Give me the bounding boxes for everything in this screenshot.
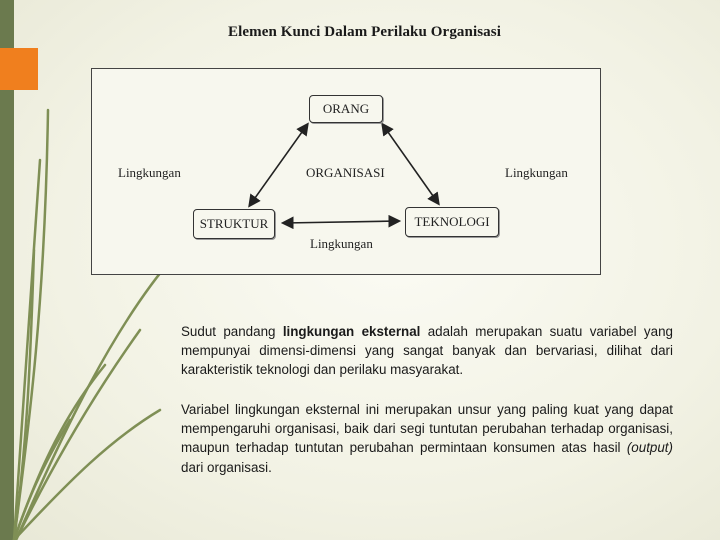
- paragraph-external-environment: [181, 322, 673, 380]
- center-label-organisasi: ORGANISASI: [306, 165, 385, 180]
- paragraph2-before: Variabel lingkungan eksternal ini merupakan unsur yang paling kuat yang dapat mempengaruhi organisasi, baik dari segi tuntutan perubahan terhadap organisasi, maupun terhadap tuntutan perubahan permintaan konsumen atas hasil: [181, 402, 673, 456]
- environment-label-right: Lingkungan: [505, 165, 568, 180]
- slide-title: Elemen Kunci Dalam Perilaku Organisasi: [228, 24, 501, 40]
- node-teknologi: TEKNOLOGI: [405, 207, 499, 237]
- arrow-struktur-teknologi: [284, 221, 398, 223]
- diagram-frame: [91, 68, 601, 275]
- paragraph-environment-variable: [181, 400, 673, 477]
- environment-label-left: Lingkungan: [118, 165, 181, 180]
- node-struktur: STRUKTUR: [193, 209, 275, 239]
- orange-accent-tab: [0, 48, 38, 90]
- arrow-orang-teknologi: [383, 125, 438, 203]
- paragraph2-after: dari organisasi.: [181, 459, 272, 475]
- environment-label-bottom: Lingkungan: [310, 236, 373, 251]
- arrow-orang-struktur: [250, 125, 307, 205]
- paragraph2-italic: (output): [626, 440, 673, 456]
- paragraph1-before: Sudut pandang: [181, 324, 283, 339]
- node-orang: ORANG: [309, 95, 383, 123]
- paragraph1-bold: lingkungan eksternal: [282, 324, 421, 339]
- paragraph1-after: adalah merupakan suatu variabel yang mempunyai dimensi-dimensi yang sangat banyak dan bervariasi, dilihat dari karakteristik teknologi dan perilaku masyarakat.: [181, 324, 673, 378]
